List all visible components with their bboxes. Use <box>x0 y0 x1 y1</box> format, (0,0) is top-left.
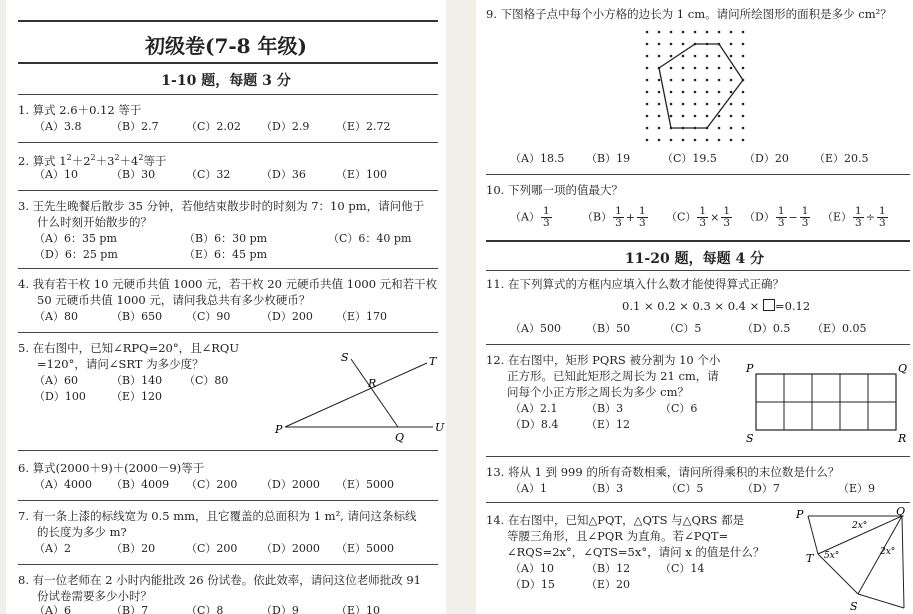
label-p: P <box>275 423 283 436</box>
grid-dot <box>646 115 649 118</box>
section-rule <box>486 240 910 242</box>
q1-option-c[interactable]: （C）2.02 <box>186 120 241 133</box>
q1-option-d[interactable]: （D）2.9 <box>261 120 310 133</box>
grid-dot <box>718 31 721 34</box>
q6-option-a[interactable]: （A）4000 <box>34 478 92 491</box>
q5-option-c[interactable]: （C）80 <box>184 374 229 387</box>
question-5-text-line1: 5. 在右图中，已知∠RPQ=20°，且∠RQU <box>18 341 240 355</box>
q10-option-d[interactable]: （D） $\frac{1}{3}$ − $\frac{1}{3}$ <box>744 205 809 229</box>
q7-option-a[interactable]: （A）2 <box>34 542 71 555</box>
q1-option-b[interactable]: （B）2.7 <box>111 120 159 133</box>
grid-dot <box>694 31 697 34</box>
grid-dot <box>682 43 685 46</box>
label-p: P <box>796 508 804 521</box>
grid-dot <box>646 91 649 94</box>
divider <box>486 502 910 503</box>
label-t: T <box>806 552 814 565</box>
grid-dot <box>742 31 745 34</box>
q13-option-d[interactable]: （D）7 <box>742 482 780 495</box>
grid-dot <box>718 79 721 82</box>
grid-dot <box>730 139 733 142</box>
left-page <box>6 0 446 614</box>
angle-label-qts: 5x° <box>824 551 840 561</box>
grid-dot <box>658 91 661 94</box>
q9-option-c[interactable]: （C）19.5 <box>662 152 717 165</box>
grid-dot <box>694 139 697 142</box>
q8-option-c[interactable]: （C）8 <box>186 604 224 614</box>
grid-dot <box>670 103 673 106</box>
q4-option-d[interactable]: （D）200 <box>261 310 313 323</box>
q14-option-e[interactable]: （E）20 <box>586 578 631 591</box>
q14-option-a[interactable]: （A）10 <box>510 562 554 575</box>
grid-dot <box>706 91 709 94</box>
q13-option-a[interactable]: （A）1 <box>510 482 547 495</box>
q9-option-b[interactable]: （B）19 <box>586 152 631 165</box>
q13-option-c[interactable]: （C）5 <box>666 482 704 495</box>
grid-dot <box>694 103 697 106</box>
q11-option-b[interactable]: （B）50 <box>586 322 631 335</box>
q1-option-e[interactable]: （E）2.72 <box>336 120 391 133</box>
question-14-text-line1: 14. 在右图中，已知△PQT，△QTS 与△QRS 都是 <box>486 513 745 527</box>
answer-box <box>763 299 775 311</box>
grid-dot <box>718 115 721 118</box>
divider <box>486 456 910 457</box>
question-4-text-line1: 4. 我有若干枚 10 元硬币共值 1000 元，若干枚 20 元硬币共值 1000 元和若干枚 <box>18 277 438 291</box>
grid-dot <box>730 55 733 58</box>
divider <box>18 450 438 451</box>
q3-option-e[interactable]: （E）6：45 pm <box>184 248 267 261</box>
q2-option-e[interactable]: （E）100 <box>336 168 388 181</box>
q7-option-e[interactable]: （E）5000 <box>336 542 395 555</box>
label-s: S <box>850 600 858 613</box>
label-q: Q <box>898 362 908 375</box>
divider <box>18 500 438 501</box>
q12-option-a[interactable]: （A）2.1 <box>510 402 558 415</box>
grid-dot <box>706 115 709 118</box>
q11-option-d[interactable]: （D）0.5 <box>742 322 791 335</box>
question-4-text-line2: 50 元硬币共值 1000 元，请问我总共有多少枚硬币？ <box>37 293 311 307</box>
q6-option-e[interactable]: （E）5000 <box>336 478 395 491</box>
q3-option-c[interactable]: （C）6：40 pm <box>328 232 412 245</box>
grid-dot <box>682 139 685 142</box>
q11-option-a[interactable]: （A）500 <box>510 322 561 335</box>
grid-dot <box>730 67 733 70</box>
grid-dot <box>646 103 649 106</box>
grid-dot <box>670 79 673 82</box>
q4-option-e[interactable]: （E）170 <box>336 310 388 323</box>
label-r: R <box>898 432 907 445</box>
q12-option-b[interactable]: （B）3 <box>586 402 624 415</box>
question-8-text-line2: 份试卷需要多少小时？ <box>37 589 152 603</box>
grid-dot <box>670 43 673 46</box>
grid-dot <box>706 103 709 106</box>
divider <box>18 142 438 143</box>
grid-dot <box>730 127 733 130</box>
q7-option-c[interactable]: （C）200 <box>186 542 238 555</box>
grid-dot <box>730 43 733 46</box>
grid-dot <box>658 139 661 142</box>
grid-dot <box>658 55 661 58</box>
question-3-text-line2: 什么时刻开始散步的？ <box>37 215 152 229</box>
angle-label-rqs: 2x° <box>880 547 896 557</box>
question-9-text: 9. 下图格子点中每个小方格的边长为 1 cm。请问所绘图形的面积是多少 cm²？ <box>486 7 892 21</box>
dot-grid <box>646 31 745 142</box>
q2-option-a[interactable]: （A）10 <box>34 168 78 181</box>
question-2-text: 2. 算式 $1^2+2^2+3^2+4^2$等于 <box>18 153 167 168</box>
q10-option-a[interactable]: （A） $\frac{1}{3}$ <box>510 205 550 229</box>
grid-dot <box>730 31 733 34</box>
title-rule <box>18 62 438 64</box>
grid-dot <box>706 55 709 58</box>
grid-dot <box>694 91 697 94</box>
q10-option-b[interactable]: （B） $\frac{1}{3}$ + $\frac{1}{3}$ <box>582 205 646 229</box>
question-12-text-line3: 问每个小正方形之周长为多少 cm？ <box>507 385 689 399</box>
q12-option-d[interactable]: （D）8.4 <box>510 418 559 431</box>
grid-dot <box>742 127 745 130</box>
grid-dot <box>718 139 721 142</box>
q11-option-e[interactable]: （E）0.05 <box>812 322 867 335</box>
label-q: Q <box>395 431 405 444</box>
label-q: Q <box>896 506 906 518</box>
grid-dot <box>694 55 697 58</box>
grid-dot <box>742 103 745 106</box>
q2-option-c[interactable]: （C）32 <box>186 168 231 181</box>
label-r: R <box>368 377 377 390</box>
q3-option-a[interactable]: （A）6：35 pm <box>34 232 117 245</box>
question-6-text: 6. 算式(2000＋9)＋(2000－9)等于 <box>18 461 205 475</box>
divider <box>18 94 438 95</box>
grid-dot <box>718 67 721 70</box>
grid-dot <box>730 115 733 118</box>
grid-dot <box>742 67 745 70</box>
question-12-text-line1: 12. 在右图中，矩形 PQRS 被分割为 10 个小 <box>486 353 721 367</box>
q13-option-b[interactable]: （B）3 <box>586 482 624 495</box>
question-7-text-line2: 的长度为多少 m? <box>37 525 127 539</box>
q5-option-b[interactable]: （B）140 <box>111 374 163 387</box>
grid-dot <box>658 127 661 130</box>
q4-option-a[interactable]: （A）80 <box>34 310 78 323</box>
q1-option-a[interactable]: （A）3.8 <box>34 120 82 133</box>
q6-option-b[interactable]: （B）4009 <box>111 478 170 491</box>
grid-dot <box>658 103 661 106</box>
question-12-text-line2: 正方形。已知此矩形之周长为 21 cm，请 <box>507 369 719 383</box>
grid-dot <box>670 67 673 70</box>
grid-dot <box>670 55 673 58</box>
grid-dot <box>730 103 733 106</box>
question-7-text-line1: 7. 有一条上漆的标线宽为 0.5 mm，且它覆盖的总面积为 1 m², 请问这条标线 <box>18 509 417 523</box>
q10-option-c[interactable]: （C） $\frac{1}{3}$ × $\frac{1}{3}$ <box>666 205 731 229</box>
angle-label-pqt: 2x° <box>852 521 868 531</box>
grid-dot <box>646 67 649 70</box>
label-p: P <box>746 362 754 375</box>
divider <box>18 332 438 333</box>
q11-equation: 0.1 × 0.2 × 0.3 × 0.4 × =0.12 <box>622 299 811 313</box>
grid-dot <box>706 139 709 142</box>
grid-dot <box>658 79 661 82</box>
right-page <box>476 0 913 614</box>
grid-dot <box>718 55 721 58</box>
grid-dot <box>694 67 697 70</box>
q7-option-b[interactable]: （B）20 <box>111 542 156 555</box>
q9-option-e[interactable]: （E）20.5 <box>814 152 869 165</box>
grid-dot <box>706 79 709 82</box>
grid-dot <box>646 31 649 34</box>
grid-dot <box>670 31 673 34</box>
question-5-text-line2: =120°，请问∠SRT 为多少度？ <box>37 357 204 371</box>
divider <box>486 174 910 175</box>
grid-dot <box>658 115 661 118</box>
grid-dot <box>682 55 685 58</box>
q13-option-e[interactable]: （E）9 <box>838 482 876 495</box>
question-13-text: 13. 将从 1 到 999 的所有奇数相乘，请问所得乘积的末位数是什么？ <box>486 465 840 479</box>
q7-option-d[interactable]: （D）2000 <box>261 542 320 555</box>
question-10-text: 10. 下列哪一项的值最大？ <box>486 183 623 197</box>
grid-dot <box>682 67 685 70</box>
question-1-text: 1. 算式 2.6＋0.12 等于 <box>18 103 142 117</box>
q2-option-d[interactable]: （D）36 <box>261 168 306 181</box>
grid-dot <box>682 103 685 106</box>
grid-dot <box>658 31 661 34</box>
q14-option-b[interactable]: （B）12 <box>586 562 631 575</box>
section-heading-2: 11-20 题，每题 4 分 <box>624 251 765 267</box>
paper-title: 初级卷(7-8 年级) <box>144 34 308 58</box>
q14-option-c[interactable]: （C）14 <box>660 562 705 575</box>
grid-dot <box>694 115 697 118</box>
q5-angle-diagram <box>261 345 446 445</box>
grid-dot <box>646 139 649 142</box>
q9-option-a[interactable]: （A）18.5 <box>510 152 565 165</box>
label-u: U <box>435 421 445 434</box>
label-s: S <box>746 432 754 445</box>
q12-rectangle-figure <box>740 360 913 446</box>
question-11-text: 11. 在下列算式的方框内应填入什么数才能使得算式正确？ <box>486 277 784 291</box>
grid-dot <box>742 55 745 58</box>
divider <box>18 268 438 269</box>
q11-option-c[interactable]: （C）5 <box>664 322 702 335</box>
question-3-text-line1: 3. 王先生晚餐后散步 35 分钟，若他结束散步时的时刻为 7：10 pm，请问他于 <box>18 199 425 213</box>
grid-dot <box>706 31 709 34</box>
grid-dot <box>730 91 733 94</box>
q14-triangle-figure <box>792 506 913 614</box>
q3-option-d[interactable]: （D）6：25 pm <box>34 248 118 261</box>
grid-dot <box>682 31 685 34</box>
q5-option-e[interactable]: （E）120 <box>111 390 163 403</box>
q8-option-d[interactable]: （D）9 <box>261 604 299 614</box>
grid-dot <box>718 127 721 130</box>
grid-dot <box>742 115 745 118</box>
q5-option-d[interactable]: （D）100 <box>34 390 86 403</box>
q8-option-a[interactable]: （A）6 <box>34 604 71 614</box>
label-s: S <box>341 351 349 364</box>
divider <box>486 270 910 271</box>
q5-option-a[interactable]: （A）60 <box>34 374 78 387</box>
section-heading: 1-10 题，每题 3 分 <box>161 73 291 89</box>
q4-option-b[interactable]: （B）650 <box>111 310 163 323</box>
grid-dot <box>742 43 745 46</box>
question-14-text-line3: ∠RQS=2x°，∠QTS=5x°，请问 x 的值是什么？ <box>507 545 765 559</box>
q10-option-e[interactable]: （E） $\frac{1}{3}$ ÷ $\frac{1}{3}$ <box>822 205 886 229</box>
grid-dot <box>682 91 685 94</box>
question-8-text-line1: 8. 有一位老师在 2 小时内能批改 26 份试卷。依此效率，请问这位老师批改 91 <box>18 573 421 587</box>
grid-dot <box>646 127 649 130</box>
q6-option-c[interactable]: （C）200 <box>186 478 238 491</box>
grid-dot <box>706 67 709 70</box>
divider <box>18 564 438 565</box>
q4-option-c[interactable]: （C）90 <box>186 310 231 323</box>
q2-option-b[interactable]: （B）30 <box>111 168 156 181</box>
q12-option-c[interactable]: （C）6 <box>660 402 698 415</box>
grid-dot <box>670 91 673 94</box>
grid-dot <box>718 91 721 94</box>
grid-dot <box>670 139 673 142</box>
q9-dot-grid-figure <box>641 26 761 150</box>
grid-dot <box>646 43 649 46</box>
grid-dot <box>742 91 745 94</box>
q8-option-e[interactable]: （E）10 <box>336 604 381 614</box>
grid-dot <box>658 43 661 46</box>
grid-dot <box>682 115 685 118</box>
grid-dot <box>682 79 685 82</box>
grid-dot <box>646 79 649 82</box>
label-t: T <box>429 355 437 368</box>
q8-option-b[interactable]: （B）7 <box>111 604 149 614</box>
grid-dot <box>646 55 649 58</box>
grid-dot <box>694 79 697 82</box>
grid-dot <box>718 103 721 106</box>
q12-option-e[interactable]: （E）12 <box>586 418 631 431</box>
q3-option-b[interactable]: （B）6：30 pm <box>184 232 268 245</box>
q14-option-d[interactable]: （D）15 <box>510 578 555 591</box>
grid-dot <box>730 79 733 82</box>
top-rule <box>18 20 438 22</box>
q6-option-d[interactable]: （D）2000 <box>261 478 320 491</box>
grid-dot <box>742 139 745 142</box>
q9-option-d[interactable]: （D）20 <box>744 152 789 165</box>
grid-dot <box>670 115 673 118</box>
divider <box>18 190 438 191</box>
question-14-text-line2: 等腰三角形，且∠PQR 为直角。若∠PQT= <box>507 529 729 543</box>
divider <box>486 344 910 345</box>
